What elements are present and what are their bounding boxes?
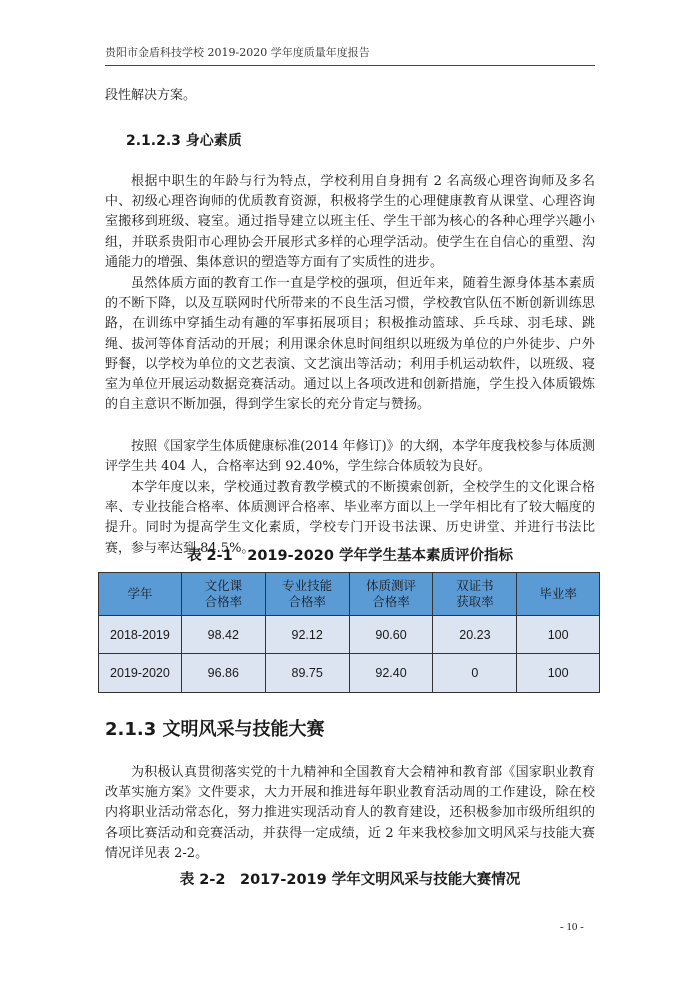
paragraph-physical-education: 虽然体质方面的教育工作一直是学校的强项，但近年来，随着生源身体基本素质的不断下降，以及互联网时代所带来的不良生活习惯，学校教官队伍不断创新训练思路，在训练中穿插生动有趣的军事拓展项目；积极推动篮球、乒乓球、羽毛球、跳绳、拔河等体育活动的开展；利用课余休息时间组织以班级为单位的户外徒步、户外野餐，以学校为单位的文艺表演、文艺演出等活动；利用手机运动软件，以班级、寝室为单位开展运动数据竞赛活动。通过以上各项改进和创新措施，学生投入体质锻炼的自主意识不断加强，得到学生家长的充分肯定与赞扬。: [105, 276, 595, 413]
table-row: [99, 654, 600, 693]
table-row: [99, 616, 600, 654]
table-cell: 0: [433, 654, 517, 693]
section-heading-2123: 2.1.2.3 身心素质: [126, 133, 242, 149]
column-header: 文化课 合格率: [181, 573, 265, 616]
paragraph-psychology: 根据中职生的年龄与行为特点，学校利用自身拥有 2 名高级心理咨询师及多名中、初级心理咨询师的优质教育资源，积极将学生的心理健康教育从课堂、心理咨询室搬移到班级、寝室。通过指导建立以班主任、学生干部为核心的各种心理学兴趣小组，并联系贵阳市心理协会开展形式多样的心理学活动。使学生在自信心的重塑、沟通能力的增强、集体意识的塑造等方面有了实质性的进步。: [105, 174, 595, 270]
running-header: 贵阳市金盾科技学校 2019-2020 学年度质量年度报告: [105, 44, 595, 66]
table-cell: 90.60: [349, 616, 433, 654]
paragraph-academic-progress: 本学年度以来，学校通过教育教学模式的不断摸索创新，全校学生的文化课合格率、专业技能合格率、体质测评合格率、毕业率方面以上一学年相比有了较大幅度的提升。同时为提高学生文化素质，学校专门开设书法课、历史讲堂、并进行书法比赛，参与率达到 84.5%。: [105, 480, 595, 556]
table-cell: 92.40: [349, 654, 433, 693]
table-cell: 92.12: [265, 616, 349, 654]
table-header-row: [99, 573, 600, 616]
table-cell: 89.75: [265, 654, 349, 693]
column-header: 学年: [99, 573, 182, 616]
table-cell: 20.23: [433, 616, 517, 654]
column-header: 体质测评 合格率: [349, 573, 433, 616]
column-header: 毕业率: [517, 573, 600, 616]
section-heading-213: 2.1.3 文明风采与技能大赛: [105, 719, 325, 740]
column-header: 双证书 获取率: [433, 573, 517, 616]
table-cell: 98.42: [181, 616, 265, 654]
table-caption-2-2: 表 2-2 2017-2019 学年文明风采与技能大赛情况: [179, 872, 521, 888]
page-number: - 10 -: [560, 921, 584, 933]
table-cell: 2019-2020: [99, 654, 182, 693]
student-quality-table: [98, 572, 600, 693]
table-caption-2-1: 表 2-1 2019-2020 学年学生基本素质评价指标: [186, 548, 514, 564]
column-header: 专业技能 合格率: [265, 573, 349, 616]
table-cell: 100: [517, 616, 600, 654]
paragraph-skills-competition: 为积极认真贯彻落实党的十九精神和全国教育大会精神和教育部《国家职业教育改革实施方案》文件要求，大力开展和推进每年职业教育活动周的工作建设，除在校内将职业活动常态化，努力推进实现活动育人的教育建设，还积极参加市级所组织的各项比赛活动和竞赛活动，并获得一定成绩，近 2 年来我校参加文明风采与技能大赛情况详见表 2-2。: [105, 765, 595, 861]
table-cell: 96.86: [181, 654, 265, 693]
continuation-text: 段性解决方案。: [105, 88, 197, 103]
table-cell: 2018-2019: [99, 616, 182, 654]
paragraph-fitness-standard: 按照《国家学生体质健康标准(2014 年修订)》的大纲，本学年度我校参与体质测评学生共 404 人，合格率达到 92.40%，学生综合体质较为良好。: [105, 439, 595, 475]
table-cell: 100: [517, 654, 600, 693]
